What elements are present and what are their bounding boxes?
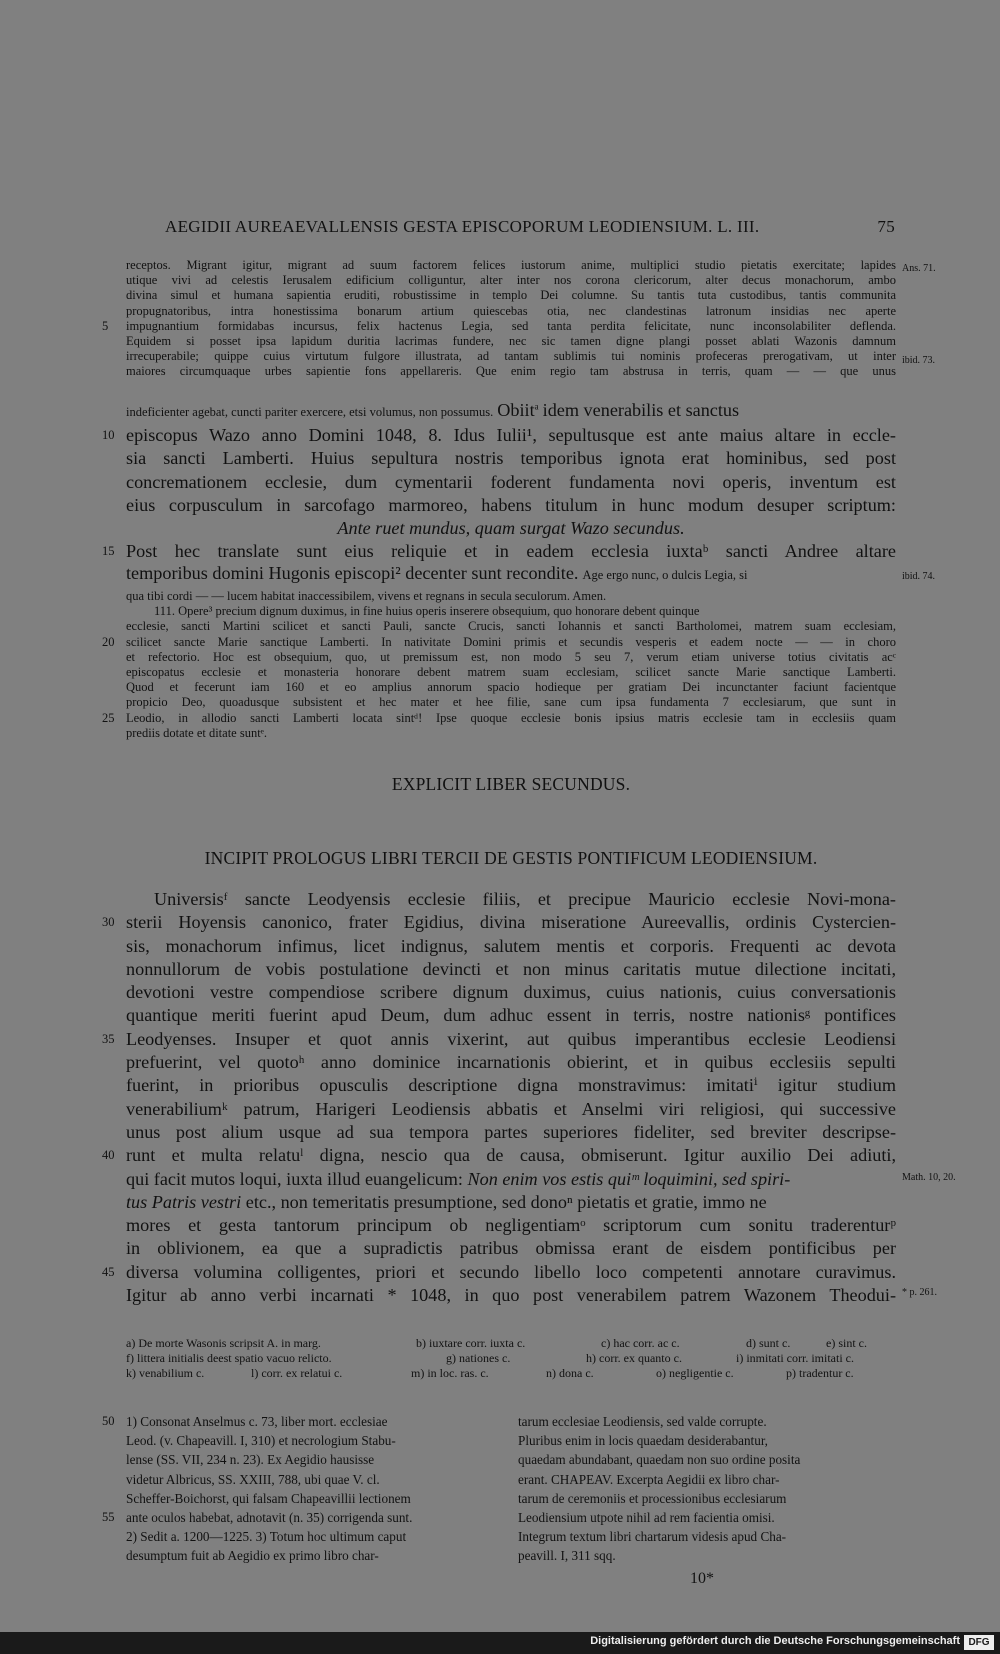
running-header xyxy=(165,217,895,237)
footnote-line: Scheffer-Boichorst, qui falsam Chapeavillii lectionem xyxy=(126,1490,411,1506)
margin-note: Ans. 71. xyxy=(902,263,936,274)
text-line: Equidem si posset ipsa lapidum duritia lacrimas fundere, nec sic tamen digne plangi posset ablati Wazonis damnum xyxy=(126,333,896,348)
text-line: ecclesie, sancti Martini scilicet et sancti Pauli, sancte Crucis, sancti Iohannis et sancti Bartholomei, matrem suam ecclesiam, xyxy=(126,619,896,634)
text-line: Universisᶠ sancte Leodyensis ecclesie filiis, et precipue Mauricio ecclesie Novi-mona- xyxy=(154,889,896,909)
text-line: sis, monachorum infimus, licet indignus, salutem mentis et corporis. Frequenti ac devota xyxy=(126,935,896,956)
line-number: 55 xyxy=(102,1509,115,1524)
text-line: 40 runt et multa relatuˡ digna, nescio qua de causa, obmiserunt. Igitur auxilio Dei adiuti, xyxy=(126,1144,896,1167)
incipit-heading: INCIPIT PROLOGUS LIBRI TERCII DE GESTIS PONTIFICUM LEODIENSIUM. xyxy=(204,848,818,868)
text-line: quantique meriti fuerint apud Deum, dum adhuc essent in terris, nostre nationisᵍ pontifices xyxy=(126,1005,896,1026)
text-line: et refectorio. Hoc est obsequium, quo, ut premissum est, non modo 5 seu 7, verum etiam universe totius civitatis acᶜ xyxy=(126,649,896,664)
line-number: 5 xyxy=(102,318,109,333)
footnote-line: tarum de ceremoniis et processionibus ecclesiarum xyxy=(518,1490,787,1506)
footnote-line: Leodiensium utpote nihil ad rem facientia omisi. xyxy=(518,1509,775,1525)
footnote-line: 2) Sedit a. 1200—1225. 3) Totum hoc ultimum caput xyxy=(126,1529,407,1545)
digitization-footer xyxy=(0,1632,1000,1654)
text-line: episcopatus ecclesie et monasteria honorare debent matrem suam ecclesiam, scilicet sancte Marie sanctique Lamberti. xyxy=(126,664,896,679)
text-line: maiores circumquaque urbes sapientie fons appellareris. Que enim regio tam abstrusa in terris, quam — — que unus xyxy=(126,364,896,379)
commentary-block-1 xyxy=(102,258,896,380)
footnote-line: quaedam abundabant, quaedam non suo ordine posita xyxy=(518,1452,801,1468)
text-line: irrecuperabile; quippe cuius virtutum fulgore illustrata, ad tantam sublimis tui nominis profeceras prerogativam, ut inter xyxy=(126,349,896,364)
prologue-block xyxy=(102,888,896,1307)
text-line: fuerint, in prioribus opusculis descriptione digna monstravimus: imitatiⁱ igitur studium xyxy=(126,1075,896,1096)
text-line: 5 impugnantium formidabas incursus, felix hactenus Legia, sed tanta perdita felicitate, nunc inconsolabiliter deflenda. xyxy=(102,318,896,333)
text-line: 111. Opere³ precium dignum duximus, in fine huius operis inserere obsequium, quo honorare debent quinque xyxy=(154,604,700,619)
footnote-line: Pluribus enim in locis quaedam desiderabantur, xyxy=(518,1433,768,1449)
text-line: 15 Post hec translate sunt eius reliquie et in eadem ecclesia iuxtaᵇ sancti Andree altare xyxy=(126,540,896,563)
line-number: 40 xyxy=(102,1148,115,1163)
footnote-line: videtur Albricus, SS. XXIII, 788, ubi quae V. cl. xyxy=(126,1471,380,1487)
footnote-line: erant. CHAPEAV. Excerpta Aegidii ex libro char- xyxy=(518,1471,780,1487)
text-line: 25 Leodio, in allodio sancti Lamberti locata sintᵈ! Ipse quoque ecclesie bonis ipsius matris ecclesie tam in ecclesiis quam xyxy=(102,710,896,725)
dfg-logo: DFG xyxy=(964,1635,994,1650)
text-line: devotioni vestre compendiose scribere dignum duximus, cuius nationis, cuius conversationis xyxy=(126,982,896,1003)
text-line: prediis dotate et ditate suntᵉ. xyxy=(126,725,268,740)
text-line: tus Patris vestri etc., non temeritatis presumptione, sed donoⁿ pietatis et gratie, immo ne xyxy=(126,1191,767,1212)
text-line: utique vivi ad celestis Ierusalem edificium colliguntur, alter inter nos corona clericorum, alter decus monachorum, ambo xyxy=(126,273,896,288)
apparatus-row: f) littera initialis deest spatio vacuo relicto. g) nationes c. h) corr. ex quanto c. i) inmitati corr. imitati c. xyxy=(126,1351,854,1365)
margin-note: ibid. 73. xyxy=(902,355,936,366)
footnote-line: peavill. I, 311 sqq. xyxy=(518,1548,616,1564)
line-number: 25 xyxy=(102,710,115,725)
footnote-line: tarum ecclesiae Leodiensis, sed valde corrupte. xyxy=(518,1414,767,1429)
text-line: concremationem ecclesie, dum cymentarii foderent fundamenta novi operis, inventum est xyxy=(126,471,896,492)
critical-apparatus xyxy=(126,1336,896,1381)
text-line-mixed: indeficienter agebat, cuncti pariter exercere, etsi volumus, non possumus. Obiit$^a$ idem venerabilis et sanctus xyxy=(126,400,740,420)
text-line: eius corpusculum in sarcofago marmoreo, habens titulum in hunc modum desuper scriptum: xyxy=(126,494,896,515)
margin-note: * p. 261. xyxy=(902,1287,937,1298)
text-line: receptos. Migrant igitur, migrant ad suum factorem felices iustorum anime, multiplici studio pietatis exercitate; lapides xyxy=(126,258,896,272)
commentary-block-2 xyxy=(102,589,896,741)
footnote-line: desumptum fuit ab Aegidio ex primo libro char- xyxy=(126,1548,379,1564)
footer-text: Digitalisierung gefördert durch die Deutsche Forschungsgemeinschaft xyxy=(590,1635,960,1647)
text-line: 20 scilicet sancte Marie sanctique Lamberti. In nativitate Domini primis et secundis vesperis et eadem nocte — — in choro xyxy=(102,634,896,649)
footnote-line: Leod. (v. Chapeavill. I, 310) et necrologium Stabu- xyxy=(126,1433,396,1449)
main-text-block-1 xyxy=(102,424,896,564)
line-number: 20 xyxy=(102,634,115,649)
text-line: 10 episcopus Wazo anno Domini 1048, 8. Idus Iulii¹, sepultusque est ante maius altare in eccle- xyxy=(126,424,896,447)
line-number: 15 xyxy=(102,544,115,559)
apparatus-row: a) De morte Wasonis scripsit A. in marg. b) iuxtare corr. iuxta c. c) hac corr. ac c. d) sunt c. e) sint c. xyxy=(126,1336,867,1350)
footnotes-left-column xyxy=(102,1412,501,1566)
footnote-line: lense (SS. VII, 234 n. 23). Ex Aegidio hausisse xyxy=(126,1452,375,1468)
line-number: 50 xyxy=(102,1414,115,1428)
epitaph-line: Ante ruet mundus, quam surgat Wazo secundus. xyxy=(337,518,685,539)
text-line: 30 sterii Hoyensis canonico, frater Egidius, divina miseratione Aureevallis, ordinis Cystercien- xyxy=(126,911,896,934)
text-line: prefuerint, vel quotoʰ anno dominice incarnationis obierint, et in quibus ecclesiis sepulti xyxy=(126,1052,896,1073)
apparatus-row: k) venabilium c. l) corr. ex relatui c. m) in loc. ras. c. n) dona c. o) negligentie c. p) tradentur c. xyxy=(126,1366,854,1380)
text-line: mores et gesta tantorum principum ob negligentiamᵒ scriptorum cum sonitu traderenturᵖ xyxy=(126,1215,896,1236)
text-line: divina simul et humana sapientia eruditi, robustissime in templo Dei columne. Su tantis tuta custodibus, tantis communita xyxy=(126,288,896,303)
text-line: in oblivionem, ea que a supradictis patribus obmissa erant de eisdem pontificibus per xyxy=(126,1238,896,1259)
footnotes-right-column xyxy=(518,1412,896,1566)
margin-note: ibid. 74. xyxy=(902,571,936,582)
page-number: 75 xyxy=(877,217,895,236)
text-line: venerabiliumᵏ patrum, Harigeri Leodiensis abbatis et Anselmi viri religiosi, qui successive xyxy=(126,1098,896,1119)
text-line: qui facit mutos loqui, iuxta illud euangelicum: Non enim vos estis quiᵐ loquimini, sed spiri- xyxy=(126,1168,791,1189)
text-line: nonnullorum de vobis postulatione devincti et non minus caritatis mutue dilectione incitati, xyxy=(126,958,896,979)
text-line: sia sancti Lamberti. Huius sepultura nostris temporibus ignota erat hominibus, sed post xyxy=(126,448,896,469)
text-line: unus post alium usque ad sua tempora partes superiores fideliter, sed breviter descripse- xyxy=(126,1121,896,1142)
footnote-line: Integrum textum libri chartarum videsis apud Cha- xyxy=(518,1529,787,1545)
footnote-line: 55 ante oculos habebat, adnotavit (n. 35) corrigenda sunt. xyxy=(126,1508,501,1527)
text-line: propicio Deo, quoadusque subsistent et hec mater et hee filie, sane cum ipsa fundamenta 7 ecclesiarum, que sunt in xyxy=(126,695,896,710)
footnote-line: 50 1) Consonat Anselmus c. 73, liber mort. ecclesiae xyxy=(126,1412,501,1431)
margin-note: Math. 10, 20. xyxy=(902,1172,956,1183)
explicit-heading: EXPLICIT LIBER SECUNDUS. xyxy=(391,774,631,794)
text-line: qua tibi cordi — — lucem habitat inaccessibilem, vivens et regnans in secula seculorum. Amen. xyxy=(126,589,607,603)
text-line: 35 Leodyenses. Insuper et quot annis vixerint, aut quibus imperantibus ecclesie Leodiensi xyxy=(126,1028,896,1051)
line-number: 10 xyxy=(102,428,115,442)
text-line-mixed: temporibus domini Hugonis episcopi² decenter sunt recondite. Age ergo nunc, o dulcis Legia, si xyxy=(126,563,748,583)
text-line: propugnatoribus, intra honestissima bonarum artium quiescebas otia, nec clandestinas latronum insidias nec aperte xyxy=(126,303,896,318)
line-number: 35 xyxy=(102,1031,115,1046)
text-line: 45 diversa volumina colligentes, priori et secundo libello loco competenti annotare curavimus. xyxy=(126,1261,896,1284)
text-line: Quod et fecerunt iam 160 et eo amplius annorum spacio hodieque per gratiam Dei incunctanter faciunt facientque xyxy=(126,680,896,695)
header-title: AEGIDII AUREAEVALLENSIS GESTA EPISCOPORUM LEODIENSIUM. L. III. xyxy=(165,217,760,236)
line-number: 45 xyxy=(102,1264,115,1279)
signature-mark: 10* xyxy=(690,1570,714,1587)
line-number: 30 xyxy=(102,915,115,930)
text-line: Igitur ab anno verbi incarnati * 1048, in quo post venerabilem patrem Wazonem Theodui- xyxy=(126,1285,896,1306)
